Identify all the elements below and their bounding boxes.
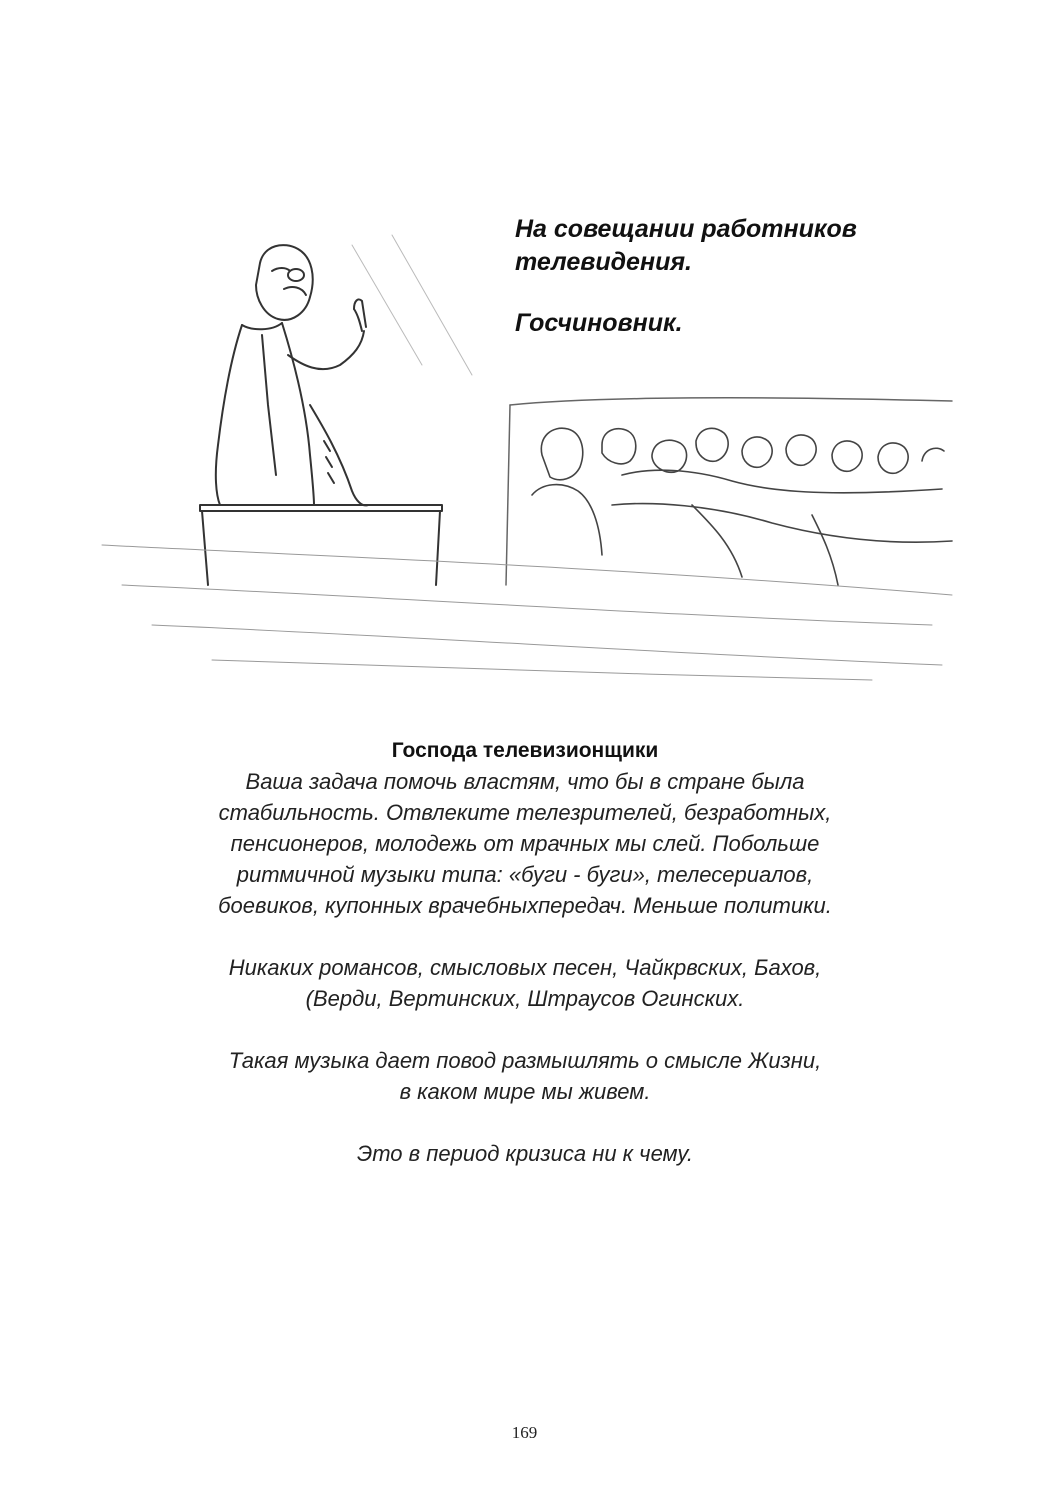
paragraph [90, 1045, 960, 1107]
caption-spacer [515, 279, 975, 307]
text-line: ритмичной музыки типа: «буги - буги», телесериалов, [236, 862, 814, 887]
body-text [90, 736, 960, 1200]
caption-line: На совещании работников [515, 215, 857, 243]
text-line: стабильность. Отвлеките телезрителей, безработных, [218, 800, 832, 825]
text-line: в каком мире мы живем. [399, 1079, 651, 1104]
illustration-caption [515, 213, 975, 340]
section-heading: Господа телевизионщики [391, 739, 659, 762]
text-line: Ваша задача помочь властям, что бы в стране была [245, 769, 805, 794]
paragraph [90, 952, 960, 1014]
text-line: боевиков, купонных врачебныхпередач. Меньше политики. [218, 893, 832, 918]
text-line: (Верди, Вертинских, Штраусов Огинских. [305, 986, 745, 1011]
text-line: Это в период кризиса ни к чему. [356, 1141, 694, 1166]
paragraph [90, 766, 960, 921]
text-line: Такая музыка дает повод размышлять о смысле Жизни, [228, 1048, 822, 1073]
text-line: Никаких романсов, смысловых песен, Чайкрвских, Бахов, [228, 955, 822, 980]
caption-line: Госчиновник. [515, 309, 683, 337]
text-line: пенсионеров, молодежь от мрачных мы слей. Побольше [230, 831, 820, 856]
paragraph [90, 1138, 960, 1169]
caption-line: телевидения. [515, 248, 693, 276]
page-number: 169 [511, 1423, 538, 1442]
